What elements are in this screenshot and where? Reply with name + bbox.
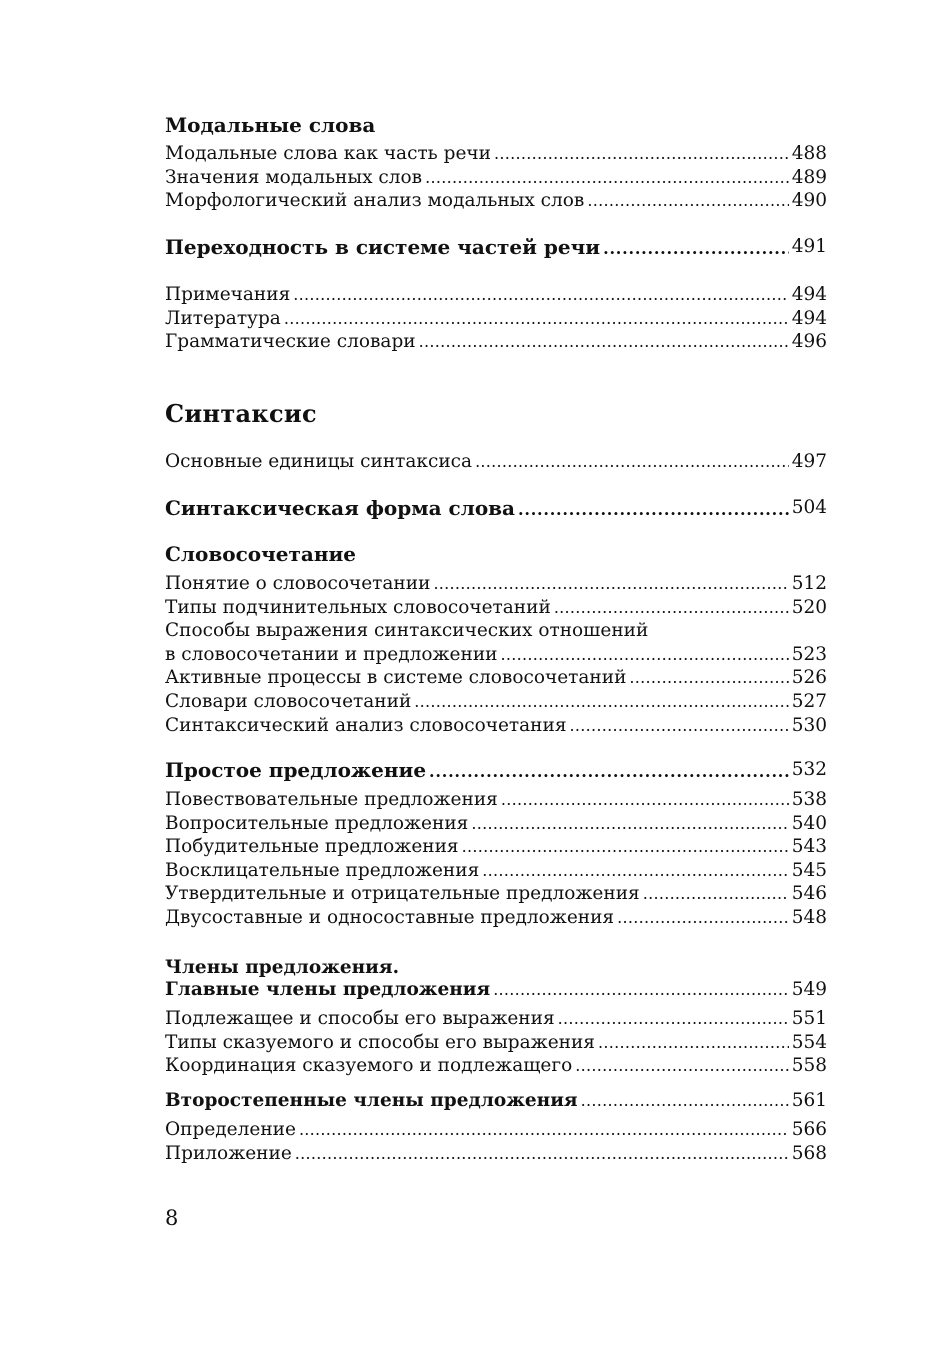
toc-entry-title: Активные процессы в системе словосочетаний [165, 667, 627, 689]
dot-leader [425, 166, 789, 190]
toc-entry [165, 812, 827, 836]
toc-entry [165, 283, 827, 307]
main-members-list [165, 1007, 827, 1078]
secondary-members-list [165, 1118, 827, 1165]
modal-words-list [165, 142, 827, 213]
toc-entry [165, 714, 827, 738]
dot-leader [493, 978, 789, 1002]
toc-entry-title: Основные единицы синтаксиса [165, 451, 473, 472]
dot-leader [433, 572, 788, 596]
dot-leader [558, 1007, 789, 1031]
dot-leader [643, 882, 789, 906]
toc-entry-title: Типы сказуемого и способы его выражения [165, 1031, 595, 1053]
toc-entry-page: 568 [791, 1142, 827, 1164]
toc-entry-title: Вопросительные предложения [165, 812, 469, 834]
toc-entry-title: Координация сказуемого и подлежащего [165, 1055, 573, 1077]
toc-entry-title: Синтаксический анализ словосочетания [165, 714, 567, 736]
modal-words-heading: Модальные слова [165, 113, 376, 137]
toc-entry-page: 494 [791, 284, 827, 305]
toc-entry [165, 1054, 827, 1078]
toc-entry-title: Повествовательные предложения [165, 789, 498, 810]
toc-entry-page: 561 [791, 1090, 827, 1111]
dot-leader [581, 1089, 789, 1113]
toc-entry-page: 488 [791, 143, 827, 164]
toc-entry-page: 538 [791, 789, 827, 810]
toc-entry-page: 540 [791, 812, 827, 834]
toc-entry [165, 906, 827, 930]
dot-leader [570, 714, 789, 738]
dot-leader [299, 1118, 789, 1142]
toc-entry-page: 546 [791, 883, 827, 905]
toc-entry [165, 166, 827, 190]
toc-entry-page: 523 [791, 643, 827, 665]
toc-entry-page: 489 [791, 166, 827, 188]
toc-entry-wrap-first [165, 619, 827, 643]
toc-entry-title: Примечания [165, 284, 291, 305]
toc-entry-title: Простое предложение [165, 758, 427, 782]
toc-entry-page: 566 [791, 1119, 827, 1140]
toc-entry-title: Значения модальных слов [165, 166, 423, 188]
toc-entry-title: Утвердительные и отрицательные предложения [165, 883, 640, 905]
dot-leader [518, 495, 789, 521]
toc-entry [165, 788, 827, 812]
toc-entry-page: 494 [791, 307, 827, 329]
toc-entry-page: 558 [791, 1055, 827, 1077]
appendix-list [165, 283, 827, 354]
toc-entry [165, 1142, 827, 1166]
dot-leader [471, 812, 788, 836]
dot-leader [462, 835, 789, 859]
dot-leader [587, 189, 788, 213]
toc-entry-page: 532 [791, 759, 827, 780]
dot-leader [554, 596, 789, 620]
toc-entry [165, 690, 827, 714]
toc-entry-title: в словосочетании и предложении [165, 643, 498, 665]
toc-entry-title: Типы подчинительных словосочетаний [165, 596, 551, 618]
toc-entry-title: Грамматические словари [165, 331, 416, 353]
dot-leader [419, 330, 789, 354]
dot-leader [494, 142, 789, 166]
toc-entry [165, 142, 827, 166]
phrase-list [165, 572, 827, 737]
dot-leader [501, 788, 789, 812]
members-heading-line1: Члены предложения. [165, 957, 400, 978]
toc-entry [165, 572, 827, 596]
toc-entry [165, 1031, 827, 1055]
toc-entry [165, 643, 827, 667]
dot-leader [501, 643, 789, 667]
toc-entry-title: Двусоставные и односоставные предложения [165, 906, 615, 928]
dot-leader [284, 307, 789, 331]
secondary-members-entry [165, 1089, 827, 1113]
toc-entry-title: Определение [165, 1119, 296, 1140]
toc-entry [165, 1007, 827, 1031]
toc-entry [165, 666, 827, 690]
toc-entry-page: 497 [791, 451, 827, 472]
toc-entry-title: Переходность в системе частей речи [165, 235, 601, 259]
toc-entry [165, 596, 827, 620]
dot-leader [482, 859, 788, 883]
toc-entry-page: 530 [791, 714, 827, 736]
toc-entry-title: Синтаксическая форма слова [165, 496, 516, 520]
toc-entry [165, 882, 827, 906]
toc-entry [165, 835, 827, 859]
transitivity-entry [165, 234, 827, 260]
dot-leader [293, 283, 788, 307]
phrase-heading: Словосочетание [165, 542, 357, 566]
toc-entry-page: 545 [791, 859, 827, 881]
dot-leader [598, 1031, 789, 1055]
toc-entry-title: Восклицательные предложения [165, 859, 480, 881]
toc-entry-page: 520 [791, 596, 827, 618]
toc-entry-title: Побудительные предложения [165, 836, 459, 858]
simple-sentence-heading [165, 757, 827, 783]
syntax-basic-entry [165, 450, 827, 474]
section-title: Синтаксис [165, 399, 317, 428]
toc-entry-title: Понятие о словосочетании [165, 573, 431, 594]
toc-entry-page: 512 [791, 573, 827, 594]
toc-entry-page: 548 [791, 906, 827, 928]
toc-entry-page: 543 [791, 836, 827, 858]
toc-entry-title: Способы выражения синтаксических отношений [165, 620, 649, 642]
dot-leader [414, 690, 788, 714]
toc-entry-page: 490 [791, 190, 827, 212]
dot-leader [575, 1054, 788, 1078]
page-number: 8 [165, 1206, 179, 1230]
toc-entry-title: Словари словосочетаний [165, 690, 412, 712]
toc-entry-page: 551 [791, 1008, 827, 1029]
toc-entry-title: Главные члены предложения [165, 979, 491, 1000]
toc-entry-title: Модальные слова как часть речи [165, 143, 491, 164]
toc-entry-page: 554 [791, 1031, 827, 1053]
toc-entry-page: 496 [791, 331, 827, 353]
toc-entry-title: Литература [165, 307, 281, 329]
toc-entry-page: 491 [791, 236, 827, 257]
toc-entry [165, 859, 827, 883]
dot-leader [475, 450, 789, 474]
toc-entry-page: 549 [791, 979, 827, 1000]
toc-entry-title: Морфологический анализ модальных слов [165, 190, 585, 212]
main-members-entry [165, 978, 827, 1002]
toc-entry-title: Приложение [165, 1142, 292, 1164]
dot-leader [617, 906, 789, 930]
toc-entry [165, 307, 827, 331]
toc-entry [165, 1118, 827, 1142]
dot-leader [629, 666, 788, 690]
word-form-entry [165, 495, 827, 521]
dot-leader [295, 1142, 789, 1166]
toc-entry-page: 526 [791, 667, 827, 689]
simple-sentence-list [165, 788, 827, 930]
toc-entry [165, 189, 827, 213]
toc-entry [165, 330, 827, 354]
dot-leader [429, 757, 789, 783]
toc-entry-page: 527 [791, 690, 827, 712]
toc-entry-title: Подлежащее и способы его выражения [165, 1008, 555, 1029]
toc-entry-title: Второстепенные члены предложения [165, 1090, 578, 1111]
dot-leader [603, 234, 789, 260]
toc-entry-page: 504 [791, 497, 827, 518]
